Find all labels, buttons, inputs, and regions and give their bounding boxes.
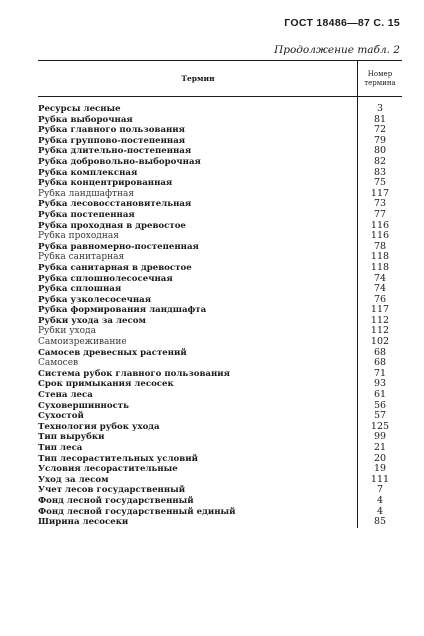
row-number: 4 — [376, 505, 384, 517]
table-continuation-label: Продолжение табл. 2 — [274, 44, 400, 56]
table-row — [38, 284, 402, 295]
table-row — [38, 464, 402, 475]
table-row — [38, 411, 402, 422]
row-term: Рубка санитарная в древостое — [38, 262, 192, 273]
row-term: Фонд лесной государственный единый — [38, 506, 236, 517]
row-number: 73 — [373, 198, 387, 210]
row-number: 93 — [373, 378, 387, 390]
table-row — [38, 274, 402, 285]
row-term: Самосев древесных растений — [38, 347, 187, 358]
table-row — [38, 337, 402, 348]
row-term: Рубка санитарная — [38, 252, 125, 263]
row-term: Рубка комплексная — [38, 167, 138, 178]
row-number: 77 — [373, 208, 387, 220]
table-row — [38, 252, 402, 263]
row-term: Рубка лесовосстановительная — [38, 199, 192, 210]
row-number: 111 — [370, 473, 390, 485]
table-row — [38, 125, 402, 136]
terms-table — [38, 60, 402, 528]
row-number: 116 — [370, 219, 390, 231]
row-term: Рубки ухода — [38, 326, 96, 337]
table-body — [38, 104, 402, 528]
row-term: Стена леса — [38, 390, 93, 401]
row-term: Рубка выборочная — [38, 114, 133, 125]
row-term: Сухостой — [38, 411, 84, 422]
row-number: 79 — [373, 134, 387, 146]
row-number: 76 — [373, 293, 387, 305]
row-number: 68 — [373, 357, 387, 369]
row-number: 117 — [370, 187, 390, 199]
table-row — [38, 305, 402, 316]
table-row — [38, 221, 402, 232]
table-row — [38, 146, 402, 157]
row-term: Самосев — [38, 358, 79, 369]
row-term: Система рубок главного пользования — [38, 368, 230, 379]
table-row — [38, 432, 402, 443]
row-term: Рубка сплошнолесосечная — [38, 273, 173, 284]
row-term: Рубка главного пользования — [38, 125, 186, 136]
row-term: Рубка формирования ландшафта — [38, 305, 207, 316]
row-number: 75 — [373, 177, 387, 189]
row-term: Рубка узколесосечная — [38, 294, 152, 305]
column-header-number — [357, 61, 402, 96]
column-header-number-line2: термина — [364, 78, 396, 87]
row-number: 21 — [373, 442, 387, 453]
row-number: 61 — [373, 389, 387, 401]
row-number: 80 — [373, 145, 387, 157]
row-term: Ширина лесосеки — [38, 517, 129, 528]
table-row — [38, 231, 402, 242]
table-row — [38, 443, 402, 454]
row-term: Условия лесорастительные — [38, 464, 178, 475]
row-term: Рубка проходная в древостое — [38, 220, 186, 231]
row-number: 118 — [370, 251, 390, 263]
table-row — [38, 485, 402, 496]
table-row — [38, 390, 402, 401]
row-term: Тип леса — [38, 443, 83, 453]
table-row — [38, 263, 402, 274]
row-term: Самоизреживание — [38, 337, 127, 348]
table-row — [38, 316, 402, 327]
table-row — [38, 422, 402, 433]
row-number: 74 — [373, 272, 387, 284]
row-term: Рубка концентрированная — [38, 178, 173, 189]
row-number: 74 — [373, 283, 387, 295]
row-term: Срок примыкания лесосек — [38, 379, 174, 390]
row-number: 112 — [370, 325, 390, 337]
table-row — [38, 210, 402, 221]
row-term: Рубка ландшафтная — [38, 188, 135, 199]
table-row — [38, 454, 402, 465]
row-number: 3 — [376, 103, 384, 114]
row-term: Суховершинность — [38, 400, 129, 411]
table-row — [38, 379, 402, 390]
table-header — [38, 60, 402, 97]
row-term: Технология рубок ухода — [38, 421, 160, 432]
column-header-term: Термин — [181, 74, 215, 83]
row-term: Ресурсы лесные — [38, 104, 121, 114]
table-row — [38, 475, 402, 486]
row-number: 78 — [373, 240, 387, 252]
row-term: Рубка группово-постепенная — [38, 135, 186, 146]
table-row — [38, 496, 402, 507]
row-number: 125 — [370, 420, 390, 432]
row-number: 71 — [373, 367, 387, 379]
table-row — [38, 517, 402, 528]
row-term: Фонд лесной государственный — [38, 495, 194, 506]
row-term: Рубка сплошная — [38, 284, 122, 295]
table-row — [38, 401, 402, 412]
row-number: 68 — [373, 346, 387, 358]
table-row — [38, 348, 402, 359]
row-number: 20 — [373, 452, 387, 464]
row-term: Тип лесорастительных условий — [38, 453, 198, 464]
table-row — [38, 358, 402, 369]
table-row — [38, 295, 402, 306]
row-number: 117 — [370, 304, 390, 316]
row-number: 57 — [373, 410, 387, 422]
row-number: 72 — [373, 124, 387, 136]
table-row — [38, 326, 402, 337]
row-term: Рубки ухода за лесом — [38, 315, 146, 326]
table-row — [38, 157, 402, 168]
row-number: 85 — [373, 516, 387, 528]
row-number: 19 — [373, 463, 387, 475]
row-number: 56 — [373, 399, 387, 411]
row-term: Тип вырубки — [38, 432, 105, 443]
table-row — [38, 369, 402, 380]
row-number: 4 — [376, 494, 384, 506]
table-row — [38, 178, 402, 189]
table-row — [38, 507, 402, 518]
table-row — [38, 168, 402, 179]
row-term: Рубка длительно-постепенная — [38, 146, 192, 157]
row-number: 112 — [370, 314, 390, 326]
row-number: 81 — [373, 113, 387, 125]
row-term: Уход за лесом — [38, 474, 109, 485]
row-term: Учет лесов государственный — [38, 485, 186, 496]
standard-header: ГОСТ 18486—87 С. 15 — [284, 17, 400, 29]
table-row — [38, 189, 402, 200]
table-row — [38, 242, 402, 253]
table-row — [38, 199, 402, 210]
row-term: Рубка равномерно-постепенная — [38, 241, 199, 252]
table-row — [38, 136, 402, 147]
row-number: 102 — [370, 336, 390, 348]
row-number: 116 — [370, 230, 390, 242]
row-number: 118 — [370, 261, 390, 273]
row-term: Рубка проходная — [38, 231, 119, 242]
table-row — [38, 104, 402, 115]
table-row — [38, 115, 402, 126]
row-number: 83 — [373, 166, 387, 178]
row-term: Рубка постепенная — [38, 209, 135, 220]
row-number: 82 — [373, 155, 387, 167]
row-number: 7 — [376, 484, 384, 496]
row-number: 99 — [373, 431, 387, 443]
column-header-number-line1: Номер — [367, 69, 393, 78]
row-term: Рубка добровольно-выборочная — [38, 156, 201, 167]
